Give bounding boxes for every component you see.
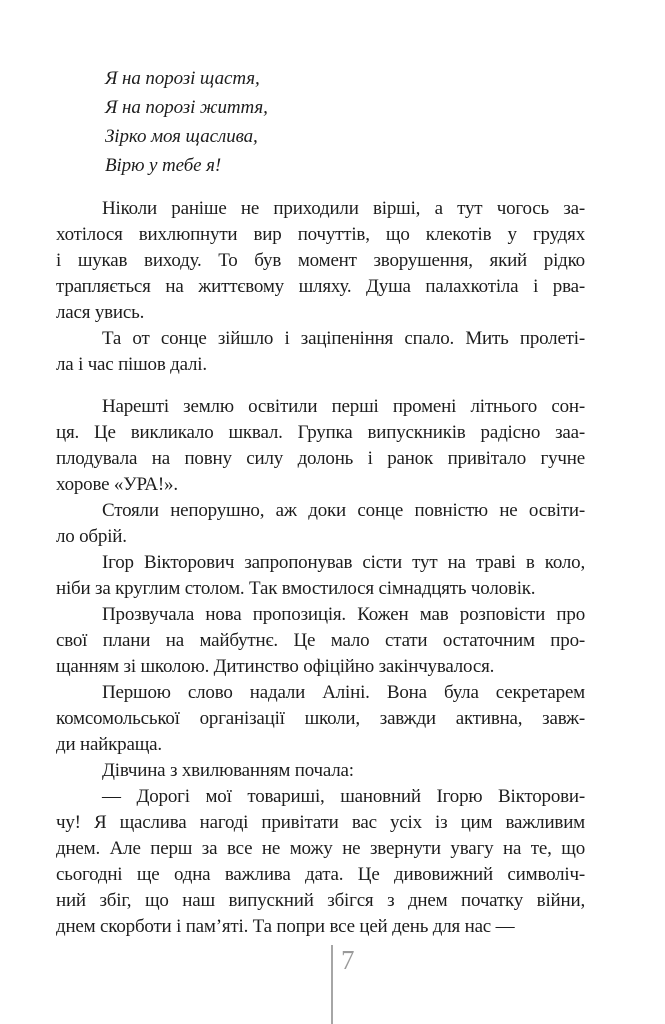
poem-line: Я на порозі життя,	[105, 97, 268, 118]
paragraph	[56, 550, 585, 602]
text-line: ніби за круглим столом. Так вмостилося сімнадцять чоловік.	[56, 578, 536, 599]
text-line: ла і час пішов далі.	[56, 354, 207, 375]
text-line: днем скорботи і пам’яті. Та попри все цей день для нас —	[56, 916, 515, 937]
body-text	[56, 196, 585, 940]
paragraph	[56, 394, 585, 498]
text-line: Першою слово надали Аліні. Вона була секретарем	[102, 682, 585, 703]
poem-line: Зірко моя щаслива,	[105, 126, 258, 147]
paragraph	[56, 602, 585, 680]
text-line: хорове «УРА!».	[56, 474, 178, 495]
text-line: плодувала на повну силу долонь і ранок привітало гучне	[56, 448, 585, 469]
text-line: чу! Я щаслива нагоді привітати вас усіх із цим важливим	[56, 812, 585, 833]
page-number: 7	[341, 945, 355, 975]
text-line: ний збіг, що наш випускний збігся з днем початку війни,	[56, 890, 585, 911]
text-line: Стояли непорушно, аж доки сонце повністю не освіти-	[102, 500, 585, 521]
paragraph	[56, 758, 585, 784]
text-line: Та от сонце зійшло і заціпеніння спало. Мить пролеті-	[102, 328, 585, 349]
text-line: днем. Але перш за все не можу не звернути увагу на те, що	[56, 838, 585, 859]
paragraph	[56, 196, 585, 326]
text-line: Нарешті землю освітили перші промені літнього сон-	[102, 396, 585, 417]
text-line: і шукав виходу. То був момент зворушення, який рідко	[56, 250, 585, 271]
text-line: лася увись.	[56, 302, 145, 323]
poem-line: Я на порозі щастя,	[105, 68, 260, 89]
text-line: Ігор Вікторович запропонував сісти тут на траві в коло,	[102, 552, 585, 573]
paragraph	[56, 326, 585, 378]
text-line: Дівчина з хвилюванням почала:	[102, 760, 354, 781]
paragraph	[56, 680, 585, 758]
text-line: ця. Це викликало шквал. Групка випускників радісно заа-	[56, 422, 585, 443]
text-line: трапляється на життєвому шляху. Душа палахкотіла і рва-	[56, 276, 585, 297]
paragraph	[56, 784, 585, 940]
text-line: сьогодні ще одна важлива дата. Це дивовижний символіч-	[56, 864, 585, 885]
text-line: Прозвучала нова пропозиція. Кожен мав розповісти про	[102, 604, 585, 625]
text-line: хотілося вихлюпнути вир почуттів, що клекотів у грудях	[56, 224, 585, 245]
epigraph-poem	[105, 64, 585, 180]
page-content	[56, 0, 585, 940]
text-line: ди найкраща.	[56, 734, 162, 755]
footer-divider-line	[331, 945, 333, 1024]
text-line: ло обрій.	[56, 526, 127, 547]
text-line: — Дорогі мої товариші, шановний Ігорю Вікторови-	[102, 786, 585, 807]
poem-line: Вірю у тебе я!	[105, 155, 222, 176]
text-line: комсомольської організації школи, завжди активна, завж-	[56, 708, 585, 729]
text-line: Ніколи раніше не приходили вірші, а тут чогось за-	[102, 198, 585, 219]
paragraph	[56, 498, 585, 550]
text-line: щанням зі школою. Дитинство офіційно закінчувалося.	[56, 656, 495, 677]
text-line: свої плани на майбутнє. Це мало стати остаточним про-	[56, 630, 585, 651]
